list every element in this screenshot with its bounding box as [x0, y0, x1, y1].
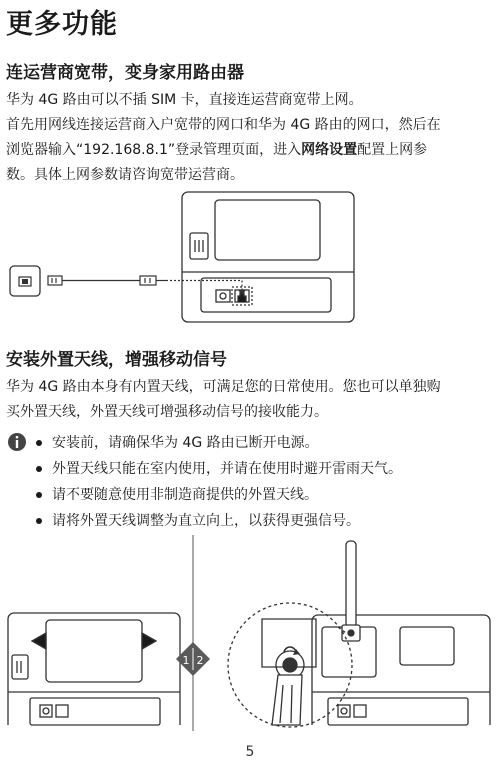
list-item: 请不要随意使用非制造商提供的外置天线。: [36, 482, 402, 508]
connector-detail-magnified: [228, 603, 352, 727]
step-1-label: 1: [182, 654, 190, 667]
page-number: 5: [245, 744, 255, 760]
ethernet-wall-port-icon: [10, 266, 40, 296]
paragraph-antenna-intro: [6, 375, 494, 425]
network-settings-term: 网络设置: [301, 142, 358, 158]
router-illustration: [182, 192, 354, 322]
list-item: 外置天线只能在室内使用，并请在使用时避开雷雨天气。: [36, 456, 402, 482]
text-span: 配置上网参: [357, 142, 428, 158]
router-illustration: [312, 615, 490, 725]
paragraph-line: 华为 4G 路由本身有内置天线，可满足您的日常使用。您也可以单独购: [6, 379, 441, 395]
list-item: 安装前，请确保华为 4G 路由已断开电源。: [36, 430, 402, 456]
paragraph-line: 首先用网线连接运营商入户宽带的网口和华为 4G 路由的网口，然后在: [6, 117, 441, 133]
list-item: 请将外置天线调整为直立向上，以获得更强信号。: [36, 508, 402, 534]
section-heading-broadband: 连运营商宽带，变身家用路由器: [6, 63, 244, 83]
broadband-connection-figure: [0, 188, 500, 328]
step-2-label: 2: [196, 654, 204, 667]
paragraph-line: [6, 138, 494, 163]
paragraph-broadband-intro: 华为 4G 路由可以不插 SIM 卡，直接连运营商宽带上网。: [6, 92, 363, 108]
paragraph-line: 买外置天线，外置天线可增强移动信号的接收能力。: [6, 404, 328, 420]
antenna-installation-figure: [0, 535, 500, 735]
page-title: 更多功能: [6, 9, 118, 40]
paragraph-line: 数。具体上网参数请咨询宽带运营商。: [6, 167, 244, 183]
step-badge: [176, 642, 210, 676]
antenna-illustration: [342, 541, 360, 641]
text-span: 浏览器输入“192.168.8.1”登录管理页面，进入: [6, 142, 302, 158]
safety-notes-list: [36, 430, 402, 534]
info-icon: [7, 432, 27, 452]
paragraph-broadband-steps: [6, 113, 494, 188]
section-heading-antenna: 安装外置天线，增强移动信号: [6, 350, 227, 370]
router-illustration: [8, 613, 180, 725]
